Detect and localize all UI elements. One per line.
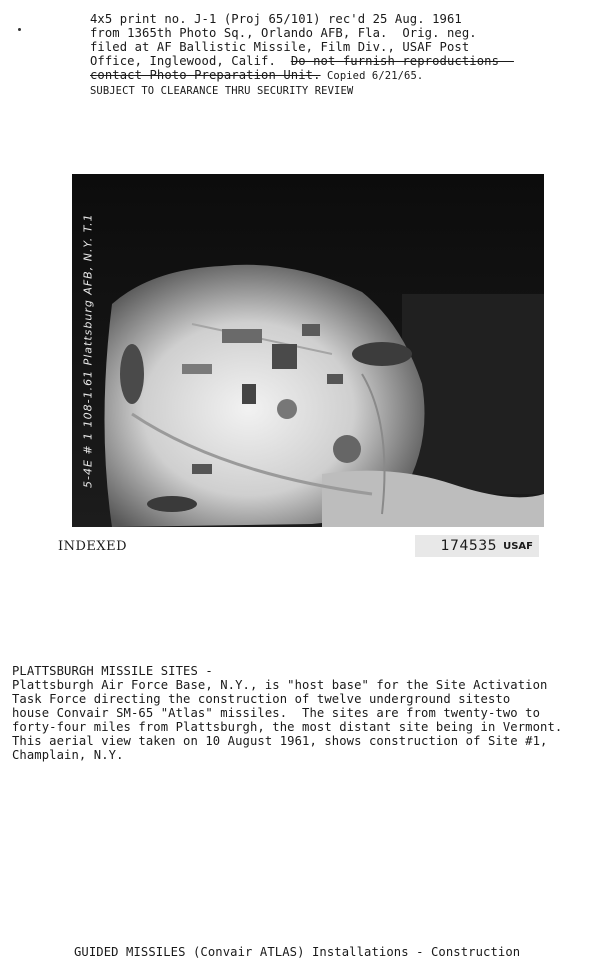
header-line-4: Office, Inglewood, Calif. bbox=[90, 54, 291, 68]
caption-line: forty-four miles from Plattsburgh, the most distant site being in Vermont. bbox=[12, 720, 563, 734]
header-line-2: from 1365th Photo Sq., Orlando AFB, Fla. Orig. neg. bbox=[90, 26, 477, 40]
header-line-1: 4x5 print no. J-1 (Proj 65/101) rec'd 25 Aug. 1961 bbox=[90, 12, 462, 26]
caption-line: This aerial view taken on 10 August 1961, shows construction of Site #1, bbox=[12, 734, 548, 748]
caption-line: Task Force directing the construction of twelve underground sitesto bbox=[12, 692, 511, 706]
usaf-label: USAF bbox=[503, 540, 533, 552]
copied-note: Copied 6/21/65. bbox=[320, 70, 424, 82]
aerial-photograph bbox=[72, 174, 544, 527]
photo-number: 174535 bbox=[440, 538, 498, 554]
speck-mark bbox=[18, 28, 21, 31]
caption-line: Champlain, N.Y. bbox=[12, 748, 124, 762]
caption-title: PLATTSBURGH MISSILE SITES - bbox=[12, 664, 213, 678]
archive-header bbox=[90, 12, 514, 98]
subject-footer: GUIDED MISSILES (Convair ATLAS) Installations - Construction bbox=[74, 945, 521, 959]
negative-edge-caption: 5-4E # 1 108-1.61 Plattsburg AFB, N.Y. T.1 bbox=[81, 213, 95, 489]
indexed-stamp: INDEXED bbox=[58, 539, 128, 554]
caption-block bbox=[12, 664, 562, 762]
security-review-line: SUBJECT TO CLEARANCE THRU SECURITY REVIEW bbox=[90, 85, 354, 97]
caption-line: Plattsburgh Air Force Base, N.Y., is "host base" for the Site Activation bbox=[12, 678, 548, 692]
photo-number-stamp bbox=[415, 535, 539, 557]
header-line-3: filed at AF Ballistic Missile, Film Div., USAF Post bbox=[90, 40, 470, 54]
header-strikethrough-2: contact Photo Preparation Unit. bbox=[90, 68, 321, 82]
header-strikethrough-1: Do not furnish reproductions - bbox=[290, 54, 514, 68]
caption-line: house Convair SM-65 "Atlas" missiles. The sites are from twenty-two to bbox=[12, 706, 541, 720]
